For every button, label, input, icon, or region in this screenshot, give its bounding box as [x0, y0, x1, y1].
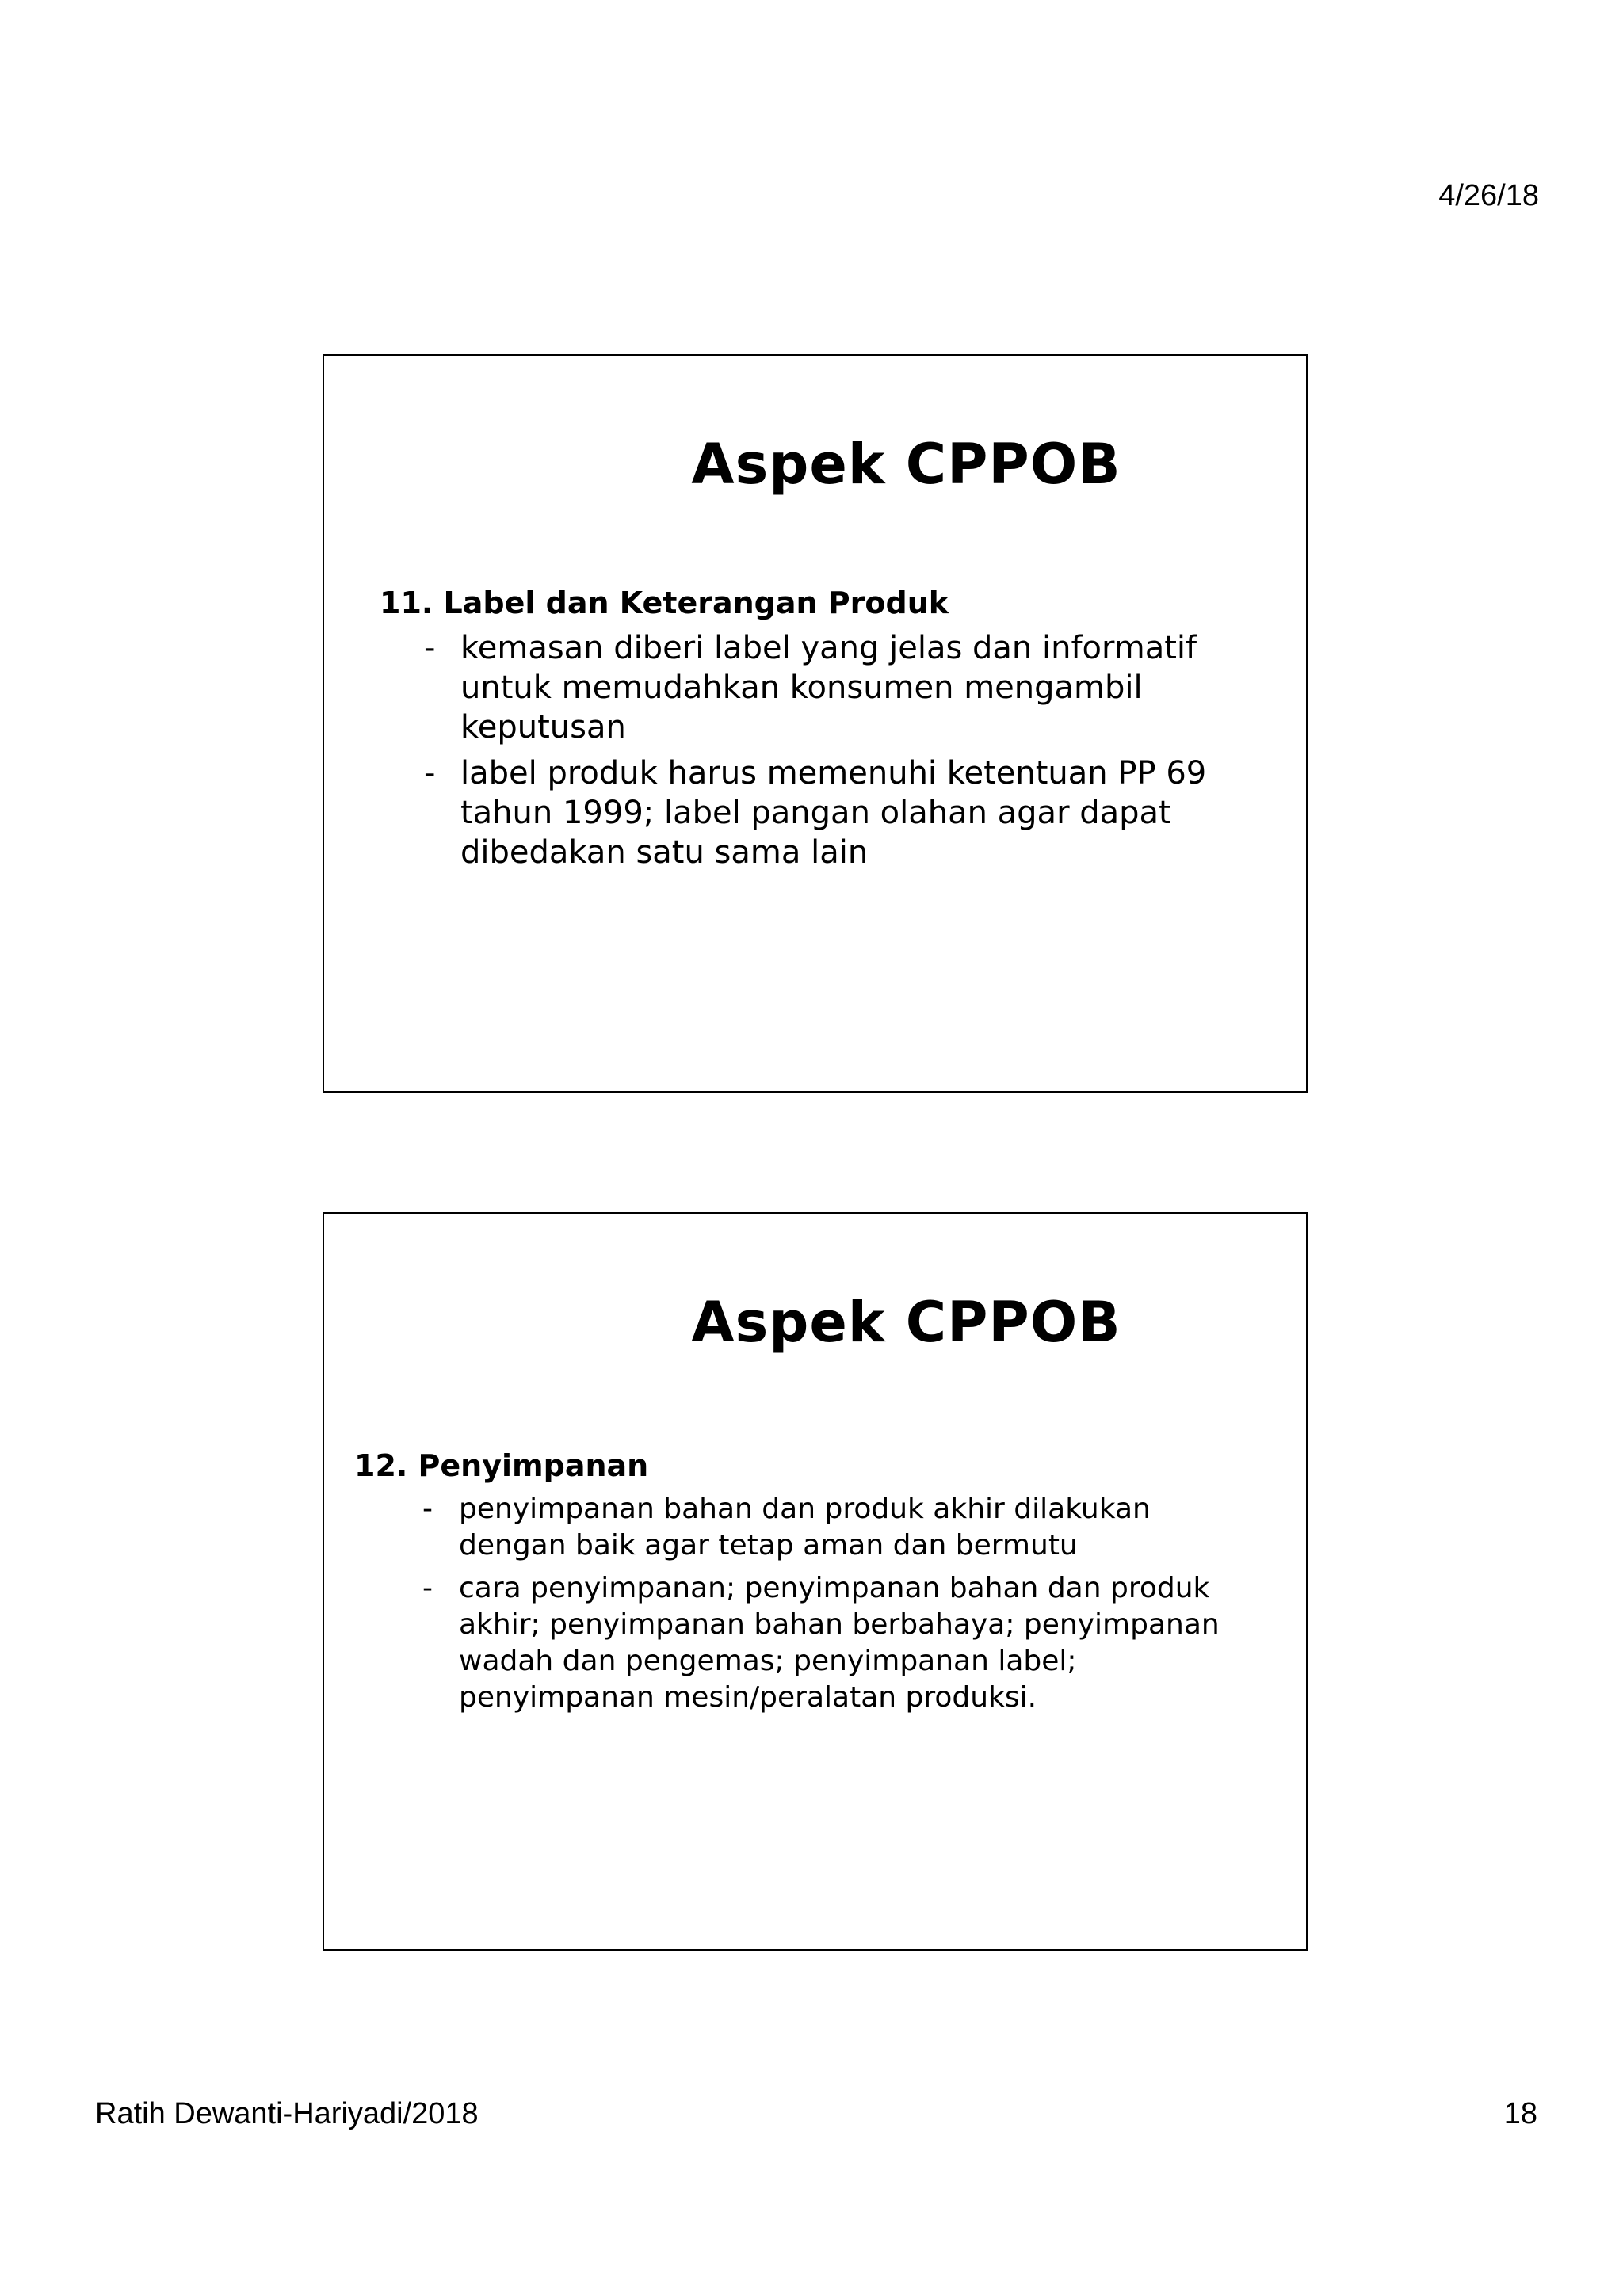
- footer-author: Ratih Dewanti-Hariyadi/2018: [95, 2097, 479, 2130]
- bullet-list: [380, 628, 1251, 872]
- bullet-item: [380, 753, 1251, 872]
- dash-bullet-icon: -: [424, 755, 436, 791]
- bullet-text: penyimpanan bahan dan produk akhir dilakukan dengan baik agar tetap aman dan bermutu: [459, 1493, 1151, 1562]
- dash-bullet-icon: -: [422, 1493, 433, 1525]
- bullet-text: label produk harus memenuhi ketentuan PP 69 tahun 1999; label pangan olahan agar dapat dibedakan satu sama lain: [460, 755, 1207, 871]
- slide-title: Aspek CPPOB: [691, 432, 1121, 497]
- page-date: 4/26/18: [1438, 179, 1539, 212]
- section-heading: 11. Label dan Keterangan Produk: [380, 585, 949, 620]
- bullet-text: cara penyimpanan; penyimpanan bahan dan produk akhir; penyimpanan bahan berbahaya; penyimpanan wadah dan pengemas; penyimpanan label; penyimpanan mesin/peralatan produksi.: [459, 1572, 1220, 1714]
- bullet-item: [380, 628, 1251, 747]
- slide-body: [354, 1448, 1251, 1722]
- slide-penyimpanan: [323, 1212, 1308, 1951]
- bullet-item: [354, 1570, 1251, 1716]
- slide-title: Aspek CPPOB: [691, 1290, 1121, 1355]
- page-number: 18: [1503, 2097, 1537, 2130]
- dash-bullet-icon: -: [422, 1572, 433, 1604]
- slide-body: [380, 585, 1251, 879]
- bullet-item: [354, 1491, 1251, 1564]
- bullet-list: [354, 1491, 1251, 1716]
- section-heading: 12. Penyimpanan: [354, 1448, 649, 1483]
- slide-label-produk: [323, 354, 1308, 1093]
- dash-bullet-icon: -: [424, 630, 436, 666]
- bullet-text: kemasan diberi label yang jelas dan informatif untuk memudahkan konsumen mengambil keputusan: [460, 630, 1197, 746]
